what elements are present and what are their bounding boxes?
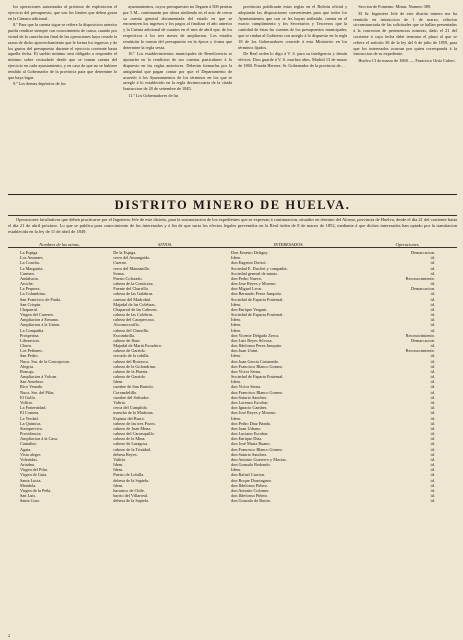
interested-cell: don Vicente Delgado Zerca. xyxy=(231,332,280,338)
mine-name-cell: La Verdad. xyxy=(20,415,39,421)
mine-name-cell: Liberacion. xyxy=(20,337,40,343)
operation-cell: id. xyxy=(430,389,435,395)
site-cell: cerro del Amangaido. xyxy=(113,255,151,261)
top-text-columns xyxy=(8,4,457,192)
site-cell: cabezo de las tres Pozos. xyxy=(113,420,156,426)
mine-name-cell: Ampliacion á Ermano. xyxy=(20,317,60,323)
interested-cell: don Enrique Vergani. xyxy=(231,306,268,312)
mine-name-cell: Rico Venado. xyxy=(20,384,44,390)
interested-cell: don Saturio Sanchez. xyxy=(231,451,268,457)
mine-name-cell: San Francisco de Paula. xyxy=(20,296,62,302)
mine-name-cell: La Margarita. xyxy=(20,265,44,271)
operation-cell: Demarcacion. xyxy=(410,337,435,343)
notice-intro: Operaciones facultativas que deben practicarse por el Ingeniero Jefe de este distrito, para la sustanciacion de los expedientes que se expresan á continuacion, situados en término del Alosno, provincia de Huelva, desde el dia 21 del corriente hasta el dia 21 de abril próximo. Lo que se publica para conocimiento de los interesados y á fin de que surta los efectos legales prevenidos en la Real órden de 8 de marzo de 1852, mediante á que dichos interesados han optado por la tramitacion establecida en la ley de 11 de abril de 1849. xyxy=(8,217,457,234)
operation-cell: id. xyxy=(430,384,435,390)
site-cell: cabezo de la Huerta. xyxy=(113,368,149,374)
mine-name-cell: Agata. xyxy=(20,446,32,452)
header-operations: Operaciones. xyxy=(395,242,420,247)
site-cell: cabeza de la Golondrina. xyxy=(113,363,156,369)
interested-cell: Idem. xyxy=(231,415,241,421)
operation-cell: id. xyxy=(430,322,435,328)
interested-cell: don Ildefonso Piñero. xyxy=(231,482,269,488)
mine-name-cell: Santa Lucia. xyxy=(20,477,42,483)
site-cell: Escombrilla. xyxy=(113,332,136,338)
header-names: Nombres de las minas. xyxy=(39,242,81,247)
site-cell: cumbre de San Bartolo. xyxy=(113,384,154,390)
site-cell: cerro del Manzanillo. xyxy=(113,265,151,271)
operation-cell: Reconocimiento. xyxy=(405,332,435,338)
text-column-4 xyxy=(353,4,457,192)
site-cell: barrio del Villarreal. xyxy=(113,493,149,499)
operation-cell: id. xyxy=(430,379,435,385)
operation-cell: id. xyxy=(430,451,435,457)
paragraph: De Real orden lo digo á V. S. para su inteligencia y demás efectos. Dios guarde á V. S. muchos años. Madrid 13 de marzo de 1860. Posada Herrera. Sr. Gobernador de la provincia de… xyxy=(238,51,348,68)
paragraph: provincias publicarán estas reglas en el Boletin oficial y adoptarán las disposiciones convenientes para que todos los Ayuntamientos que con se les hayan atribuido, cuenta en el exacto cumplimiento y los Secretarios y Tesoreros que la cantidad de éstas las cuentas de los presupuestos municipales, que se rindan al Gobierno con arreglo á lo dispuesto en la regla 18 de los Gobernadores concede á esta Ministerio en los términos fijados. xyxy=(238,4,348,50)
site-cell: Idem. xyxy=(113,379,124,385)
interested-cell: Idem. xyxy=(231,255,241,261)
operation-cell: id. xyxy=(430,410,435,416)
interested-cell: don Saturio Sanchez. xyxy=(231,394,268,400)
mine-name-cell: San Pedro. xyxy=(20,353,39,359)
interested-cell: don Victor Serna. xyxy=(231,384,262,390)
mine-name-cell: Andalucia. xyxy=(20,275,39,281)
site-cell: cabeza del Carapercoso. xyxy=(113,317,155,323)
site-cell: cabezo de Juan Mena. xyxy=(113,425,152,431)
site-cell: cerca del Cumplido. xyxy=(113,405,148,411)
mine-name-cell: Volenidas. xyxy=(20,456,38,462)
interested-cell: Idem. xyxy=(231,317,241,323)
paragraph: 9.º Los demas depósitos de los xyxy=(13,81,66,87)
mine-name-cell: Siempreviva. xyxy=(20,425,43,431)
site-cell: Puerto de Lobilla. xyxy=(113,472,145,478)
mine-name-cell: La Compañia. xyxy=(20,327,45,333)
text-column-3 xyxy=(238,4,347,192)
operation-cell: id. xyxy=(430,301,435,307)
operation-cell: id. xyxy=(430,493,435,499)
site-cell: barranco de Chile. xyxy=(113,487,145,493)
mine-name-cell: Los Peñones. xyxy=(20,348,43,354)
signature-line: Huelva 13 de marzo de 1860. — Francisco Ortiz Calero. xyxy=(358,58,456,64)
site-cell: cabezo de Laragosa. xyxy=(113,441,149,447)
text-column-1 xyxy=(8,4,117,192)
mine-name-cell: San Anselmo. xyxy=(20,379,44,385)
site-cell: Majadal de las Colebras. xyxy=(113,301,156,307)
mine-name-cell: Virgen del Pilar. xyxy=(20,467,48,473)
site-cell: Alcornocosillo. xyxy=(113,322,140,328)
operation-cell: id. xyxy=(430,270,435,276)
operation-cell: id. xyxy=(430,358,435,364)
operation-cell: id. xyxy=(430,296,435,302)
interested-cell: don Bernardo Perez Junquito. xyxy=(231,291,283,297)
operation-cell: id. xyxy=(430,405,435,411)
operation-cell: id. xyxy=(430,477,435,483)
operation-cell: id. xyxy=(430,420,435,426)
paragraph: 10.º Los establecimientos municipales de Beneficencia se ajustarán en la rendicion de sus cuentas particulares á lo dispuesto en las reglas anteriores. Deberán formarlas por la antigüedad que pagan contar por que el Departamento de acuerdo á los Ayuntamientos de los términos en los que se arregle á lo establecido en la regla decimocuarta de la citada Instruccion de 20 de setiembre de 1845. xyxy=(123,51,233,92)
mine-name-cell: Roncqu. xyxy=(20,368,35,374)
site-cell: Corrandelillo. xyxy=(113,389,138,395)
operation-cell: id. xyxy=(430,441,435,447)
site-cell: Idem. xyxy=(113,467,124,473)
operation-cell: id. xyxy=(430,487,435,493)
mine-name-cell: Virgen del Carmen. xyxy=(20,312,54,318)
operation-cell: id. xyxy=(430,317,435,323)
mine-name-cell: La Espiga. xyxy=(20,250,39,255)
interested-cell: don Pedro Diaz Banda. xyxy=(231,420,271,426)
column-names xyxy=(8,250,111,503)
mine-name-cell: El Golfo. xyxy=(20,394,36,400)
site-cell: dehesa de la Sapiela. xyxy=(113,477,150,483)
column-sites xyxy=(111,250,219,503)
mine-name-cell: Cantalini. xyxy=(20,441,37,447)
site-cell: Idem. xyxy=(113,482,124,488)
interested-cell: Don Ernesto Deligny. xyxy=(231,250,269,255)
operation-cell: id. xyxy=(430,306,435,312)
mine-name-cell: La Fraternidad. xyxy=(20,405,47,411)
site-cell: Chaparral de las Cabezas. xyxy=(113,306,158,312)
operation-cell: id. xyxy=(430,353,435,359)
mines-table xyxy=(8,250,457,503)
site-cell: Majadal de Mariá Escudero. xyxy=(113,343,162,349)
mine-name-cell: Ampliacion á Volcan. xyxy=(20,374,58,380)
site-cell: De la Espiga. xyxy=(113,250,137,255)
mine-name-cell: Ampliacion á la Union. xyxy=(20,322,61,328)
interested-cell: don José Maria Ruano. xyxy=(231,441,271,447)
interested-cell: don Pedro Nuevo. xyxy=(231,275,263,281)
site-cell: cabezo de Ibarr. xyxy=(113,337,141,343)
site-cell: cabeza de las Colebras. xyxy=(113,312,154,318)
interested-cell: don Gonzalo Redondo. xyxy=(231,462,271,468)
operation-cell: Reconocimiento. xyxy=(405,275,435,281)
site-cell: Valtrio. xyxy=(113,399,127,405)
interested-cell: don Luis Reyes Silvosa. xyxy=(231,337,273,343)
table-header xyxy=(8,238,457,248)
interested-cell: don Francisco Blanco Gomez. xyxy=(231,363,284,369)
site-cell: cabezo de Garrido. xyxy=(113,374,146,380)
site-cell: mancha de la Madrona. xyxy=(113,410,154,416)
interested-cell: don Gonzalo de Barrio. xyxy=(231,498,272,504)
mine-name-cell: Los Amantes. xyxy=(20,255,44,261)
interested-cell: don José Reyes y Moreno. xyxy=(231,410,277,416)
mine-name-cell: Alegria. xyxy=(20,363,34,369)
site-cell: cabeza de la Conticosa. xyxy=(113,281,154,287)
section-heading: Seccion de Fomento. Minas. Numero 389. xyxy=(358,4,432,9)
interested-cell: don Francisco Blanco Gomez. xyxy=(231,389,284,395)
interested-cell: don Jose Reyes y Moreno. xyxy=(231,281,277,287)
mine-name-cell: Aroche. xyxy=(20,281,34,287)
page-number: 2 xyxy=(8,633,10,638)
operation-cell: id. xyxy=(430,363,435,369)
operation-cell: id. xyxy=(430,425,435,431)
mine-name-cell: Volfrio. xyxy=(20,399,34,405)
site-cell: Sonsa. xyxy=(113,270,125,276)
interested-cell: don Francisco Blanco Gomez. xyxy=(231,446,284,452)
operation-cell: id. xyxy=(430,368,435,374)
header-sites: SITIOS. xyxy=(157,242,173,247)
paragraph: 8.º Para que la cuenta sigue se refiere la disposicion anterior pueda rendirse siempre con conocimiento de causa, cuando por virtud de la cancelacion final de las operaciones haya cesado la razon de dicho aprovechamiento que le forma los ingresos y de los gastos del presupuesto durante el ejercicio corriente hasta aquella fecha. El sueldo mínimo será obligado a responder el mínimo sobre recaudado desde que se toman cuenta del ejercicio en cada ayuntamiento, y en caso de que no se hubiese rendido al Gobernador de la provincia para que determine lo que haya lugar. xyxy=(8,22,118,80)
mine-name-cell: La Quimica. xyxy=(20,420,42,426)
operation-cell: id. xyxy=(430,281,435,287)
column-interested xyxy=(219,250,358,503)
site-cell: cabezo de Garrido. xyxy=(113,348,146,354)
site-cell: Idem. xyxy=(113,462,124,468)
mine-name-cell: Vista alegre. xyxy=(20,451,42,457)
interested-cell: don Ignacio Cambes. xyxy=(231,405,268,411)
interested-cell: Sociedad de Esparta Fraternal. xyxy=(231,374,284,380)
operation-cell: id. xyxy=(430,260,435,266)
interested-cell: Idem. xyxy=(231,379,241,385)
site-cell: cabeza de la Mina. xyxy=(113,436,146,442)
notice-title: DISTRITO MINERO DE HUELVA. xyxy=(114,198,351,212)
mine-name-cell: Virgen de la Peña. xyxy=(20,487,52,493)
operation-cell: id. xyxy=(430,312,435,318)
paragraph: los operaciones autorizadas al próximo de explotacion el ejercicio del presupuesto, que son los límites que deben gozar en la Cámara adicional. xyxy=(8,4,118,21)
operation-cell: id. xyxy=(430,467,435,473)
site-cell: camino del Madroñal. xyxy=(113,296,152,302)
interested-cell: Sociedad de Esparta Fraternal. xyxy=(231,312,284,318)
interested-cell: don Rafael Carrion. xyxy=(231,472,266,478)
operation-cell: id. xyxy=(430,327,435,333)
mine-name-cell: Nuca. Sra. de la Concepcion. xyxy=(20,358,70,364)
interested-cell: Idem. xyxy=(231,467,241,473)
operation-cell: id. xyxy=(430,472,435,478)
mine-name-cell: La Columbina. xyxy=(20,291,46,297)
interested-cell: Sociedad E. Duclert y compañía. xyxy=(231,265,288,271)
text-column-2 xyxy=(123,4,232,192)
site-cell: Cuerno. xyxy=(113,260,127,266)
header-interested: INTERESADOS. xyxy=(273,242,304,247)
operation-cell: Demarcacion. xyxy=(410,286,435,292)
interested-cell: don Ildefonso Perez Junquito. xyxy=(231,343,283,349)
mine-name-cell: Ariadna. xyxy=(20,462,35,468)
interested-cell: don Miguel Leon. xyxy=(231,286,262,292)
operation-cell: id. xyxy=(430,291,435,297)
site-cell: cabezo del Carrasquillo. xyxy=(113,431,155,437)
interested-cell: don Luciano Escobar. xyxy=(231,431,269,437)
interested-cell: Idem. xyxy=(231,301,241,307)
interested-cell: don Eugenio Daviot. xyxy=(231,260,267,266)
operation-cell: id. xyxy=(430,431,435,437)
site-cell: Puerto Colorado. xyxy=(113,275,143,281)
site-cell: cabezo del Charrillo. xyxy=(113,327,150,333)
mine-name-cell: La Pequera. xyxy=(20,286,41,292)
paragraph: El Sr. Ingeniero Jefe de este distrito minero me ha remitido en instruccion de 1 de marzo, relacion circunstanciada de las solicitudes que se hallan presentadas á la concesion de pertenencias mineras, dado el 21 del corriente á cuya fecha debe terminar el plazo al que se refiere el artículo 30 de la ley del 6 de julio de 1859, para que los interesados ocurran por quien corresponda á la instruccion de su expediente. xyxy=(353,10,457,57)
interested-cell: Sociedad general de minas. xyxy=(231,270,279,276)
site-cell: cabezo de la Trinidad. xyxy=(113,446,152,452)
mine-name-cell: El Cometa. xyxy=(20,410,40,416)
site-cell: dehesa Reyes. xyxy=(113,451,138,457)
operation-cell: id. xyxy=(430,456,435,462)
interested-cell: don Juan Uránt. xyxy=(231,348,259,354)
interested-cell: Sociedad de Esparta Fraternal. xyxy=(231,296,284,302)
site-cell: dehesa de la Sapiela. xyxy=(113,498,150,504)
paragraph: 11.º Los Gobernadores de las xyxy=(128,92,179,98)
operation-cell: id. xyxy=(430,482,435,488)
mine-name-cell: La Concha. xyxy=(20,260,40,266)
operation-cell: id. xyxy=(430,255,435,261)
mine-name-cell: San Luis. xyxy=(20,493,37,499)
operation-cell: id. xyxy=(430,415,435,421)
interested-cell: don Antonio Colomer. xyxy=(231,487,270,493)
mine-name-cell: Santa Cruz. xyxy=(20,498,41,504)
site-cell: Espinar del Burro. xyxy=(113,415,145,421)
operation-cell: id. xyxy=(430,343,435,349)
operation-cell: id. xyxy=(430,462,435,468)
mine-name-cell: Providencia. xyxy=(20,431,42,437)
site-cell: cabeza de las Galabras. xyxy=(113,291,154,297)
operation-cell: id. xyxy=(430,446,435,452)
mine-name-cell: Carmen. xyxy=(20,270,35,276)
interested-cell: Idem. xyxy=(231,353,241,359)
column-operations xyxy=(358,250,457,503)
mine-name-cell: Mendola. xyxy=(20,482,37,488)
operation-cell: Demarcacion. xyxy=(410,250,435,255)
interested-cell: don Roque Dominguez. xyxy=(231,477,272,483)
mine-name-cell: Virgen de Guia. xyxy=(20,472,48,478)
mine-name-cell: Ampliacion á la Casa. xyxy=(20,436,58,442)
interested-cell: don Victor Serna. xyxy=(231,368,262,374)
operation-cell: id. xyxy=(430,374,435,380)
mine-name-cell: Nuca. Sra. del Pilar. xyxy=(20,389,55,395)
mine-name-cell: San Crispin. xyxy=(20,301,42,307)
interested-cell: don Juan Garcia Castaneda. xyxy=(231,358,279,364)
interested-cell: Idem. xyxy=(231,322,241,328)
operation-cell: id. xyxy=(430,498,435,504)
interested-cell: don Juan Urbano. xyxy=(231,425,262,431)
interested-cell: don Enrique Díaz. xyxy=(231,436,263,442)
divider xyxy=(8,215,457,216)
site-cell: Fuente del Charrillo. xyxy=(113,286,149,292)
mine-name-cell: Prosperina. xyxy=(20,332,40,338)
site-cell: cabezo del Borrasco. xyxy=(113,358,150,364)
mine-name-cell: Chaparral. xyxy=(20,306,39,312)
interested-cell: Idem. xyxy=(231,327,241,333)
divider xyxy=(8,194,457,195)
site-cell: Valfrio. xyxy=(113,456,127,462)
paragraph: ayuntamientos, cuyos presupuestos no lleguen á 500 pesetas por 5 M., continuarán por ahora rindiendo en el acto de cerrar su cuenta general documentada del estado en que se encuentren los ingresos y los pagos al finalizar el año anterior y la Cuenta adicional de cuantos en el mes de abril que, de los respectivos á los tres meses de ampliacion. Los estados remitirán la cuenta del presupuesto en la época y forma que determine la regla sexta. xyxy=(123,4,233,50)
operation-cell: id. xyxy=(430,399,435,405)
site-cell: cercado de la cabilla. xyxy=(113,353,150,359)
interested-cell: don Antonio Guerrero y Macias. xyxy=(231,456,287,462)
mine-name-cell: Clarin. xyxy=(20,343,32,349)
operation-cell: id. xyxy=(430,394,435,400)
operation-cell: id. xyxy=(430,265,435,271)
operation-cell: id. xyxy=(430,436,435,442)
interested-cell: don Ildefonso Piñero. xyxy=(231,493,269,499)
site-cell: cumbre del Salvador. xyxy=(113,394,150,400)
interested-cell: don Lorenzo Escobar. xyxy=(231,399,269,405)
operation-cell: Reconocimiento. xyxy=(405,348,435,354)
